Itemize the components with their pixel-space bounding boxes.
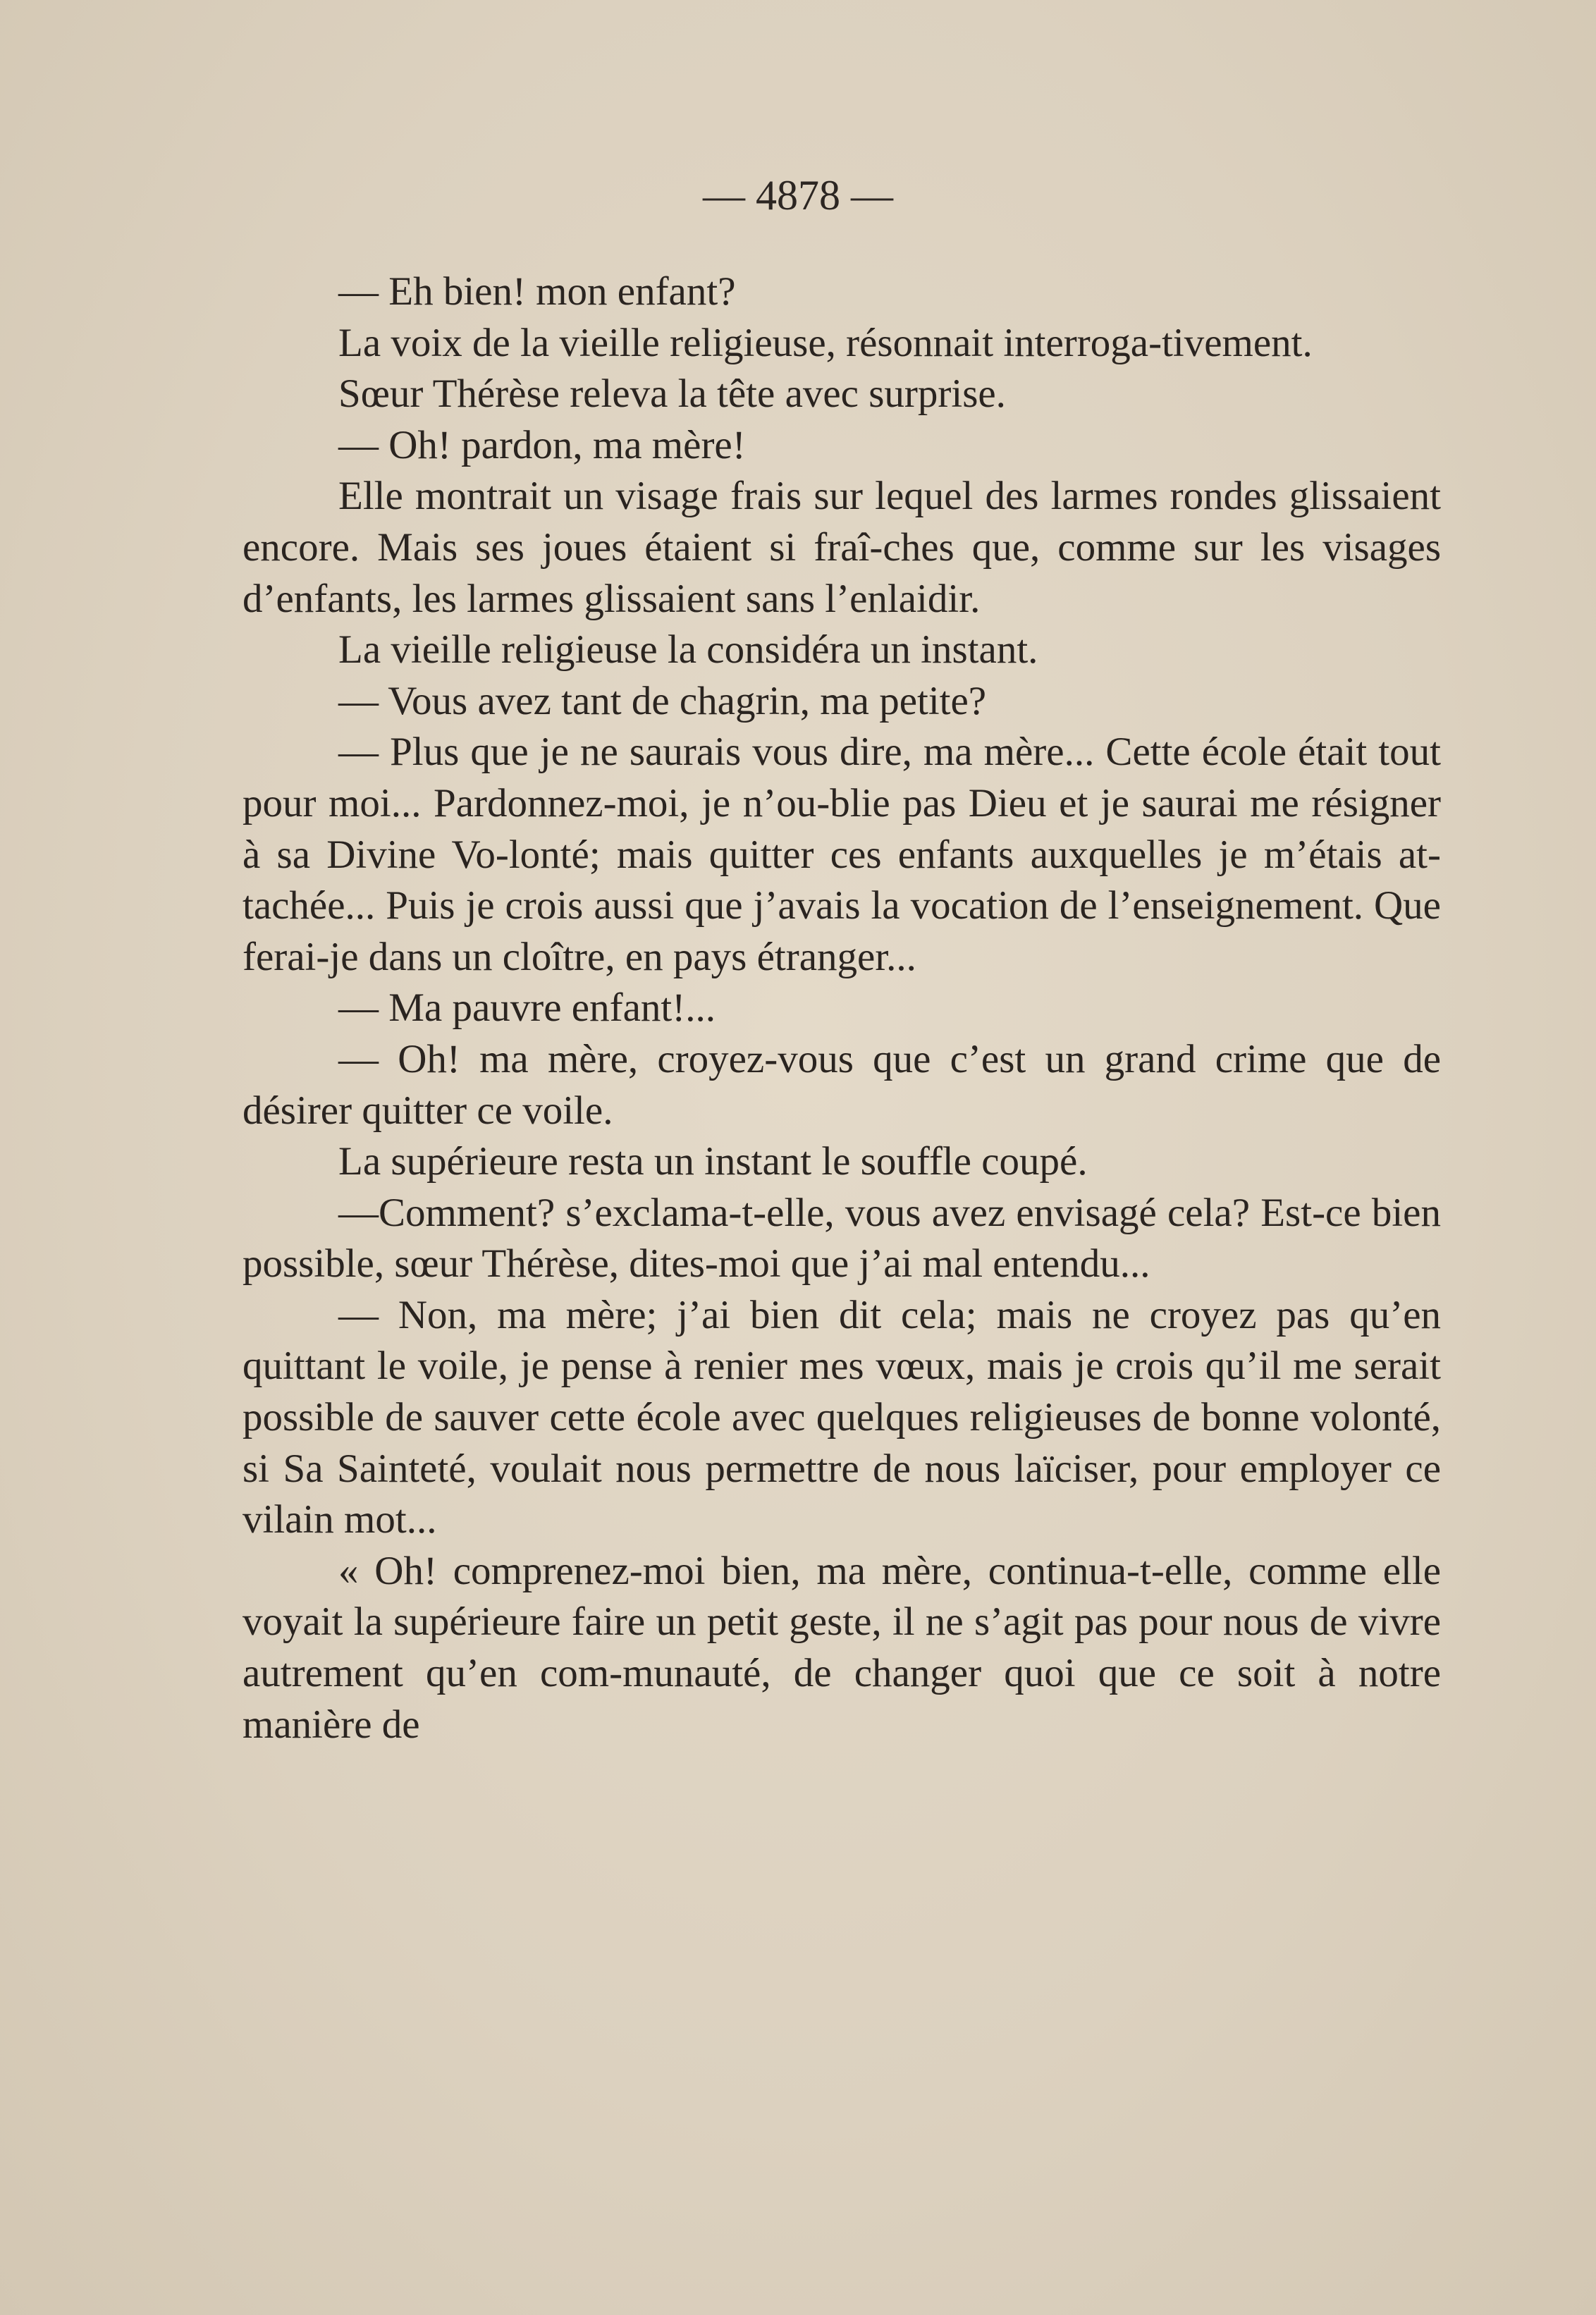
page-number: — 4878 — [703,172,893,219]
paragraph: —Comment? s’exclama-t-elle, vous avez envisagé cela? Est-ce bien possible, sœur Thérèse, dites-moi que j’ai mal entendu... [243,1190,1441,1287]
paragraph: — Non, ma mère; j’ai bien dit cela; mais ne croyez pas qu’en quittant le voile, je pense à renier mes vœux, mais je crois qu’il me serait possible de sauver cette école avec quelques religieuses de bonne volonté, si Sa Sainteté, voulait nous permettre de nous laïciser, pour employer ce vilain mot... [243,1292,1441,1542]
paragraph: Sœur Thérèse releva la tête avec surprise. [338,371,1006,417]
paragraph: — Vous avez tant de chagrin, ma petite? [338,678,987,723]
paragraph: La supérieure resta un instant le souffle coupé. [338,1139,1088,1184]
paragraph: Elle montrait un visage frais sur lequel des larmes rondes glissaient encore. Mais ses joues étaient si fraî-ches que, comme sur les visages d’enfants, les larmes glissaient sans l’enlaidir. [243,474,1441,621]
paragraph: La voix de la vieille religieuse, résonnait interroga-tivement. [338,320,1313,365]
paragraph: La vieille religieuse la considéra un instant. [338,627,1038,673]
paragraph: — Eh bien! mon enfant? [338,269,736,314]
body-text [243,266,1441,1750]
paragraph: — Oh! ma mère, croyez-vous que c’est un grand crime que de désirer quitter ce voile. [243,1036,1441,1133]
paragraph: — Ma pauvre enfant!... [338,985,716,1031]
paragraph: — Oh! pardon, ma mère! [338,422,746,467]
paragraph: — Plus que je ne saurais vous dire, ma mère... Cette école était tout pour moi... Pardonnez-moi, je n’ou-blie pas Dieu et je saurai me résigner à sa Divine Vo-lonté; mais quitter ces enfants auxquelles je m’étais at-tachée... Puis je crois aussi que j’avais la vocation de l’enseignement. Que ferai-je dans un cloître, en pays étranger... [243,730,1441,979]
paragraph: « Oh! comprenez-moi bien, ma mère, continua-t-elle, comme elle voyait la supérieure faire un petit geste, il ne s’agit pas pour nous de vivre autrement qu’en com-munauté, de changer quoi que ce soit à notre manière de [243,1548,1441,1747]
